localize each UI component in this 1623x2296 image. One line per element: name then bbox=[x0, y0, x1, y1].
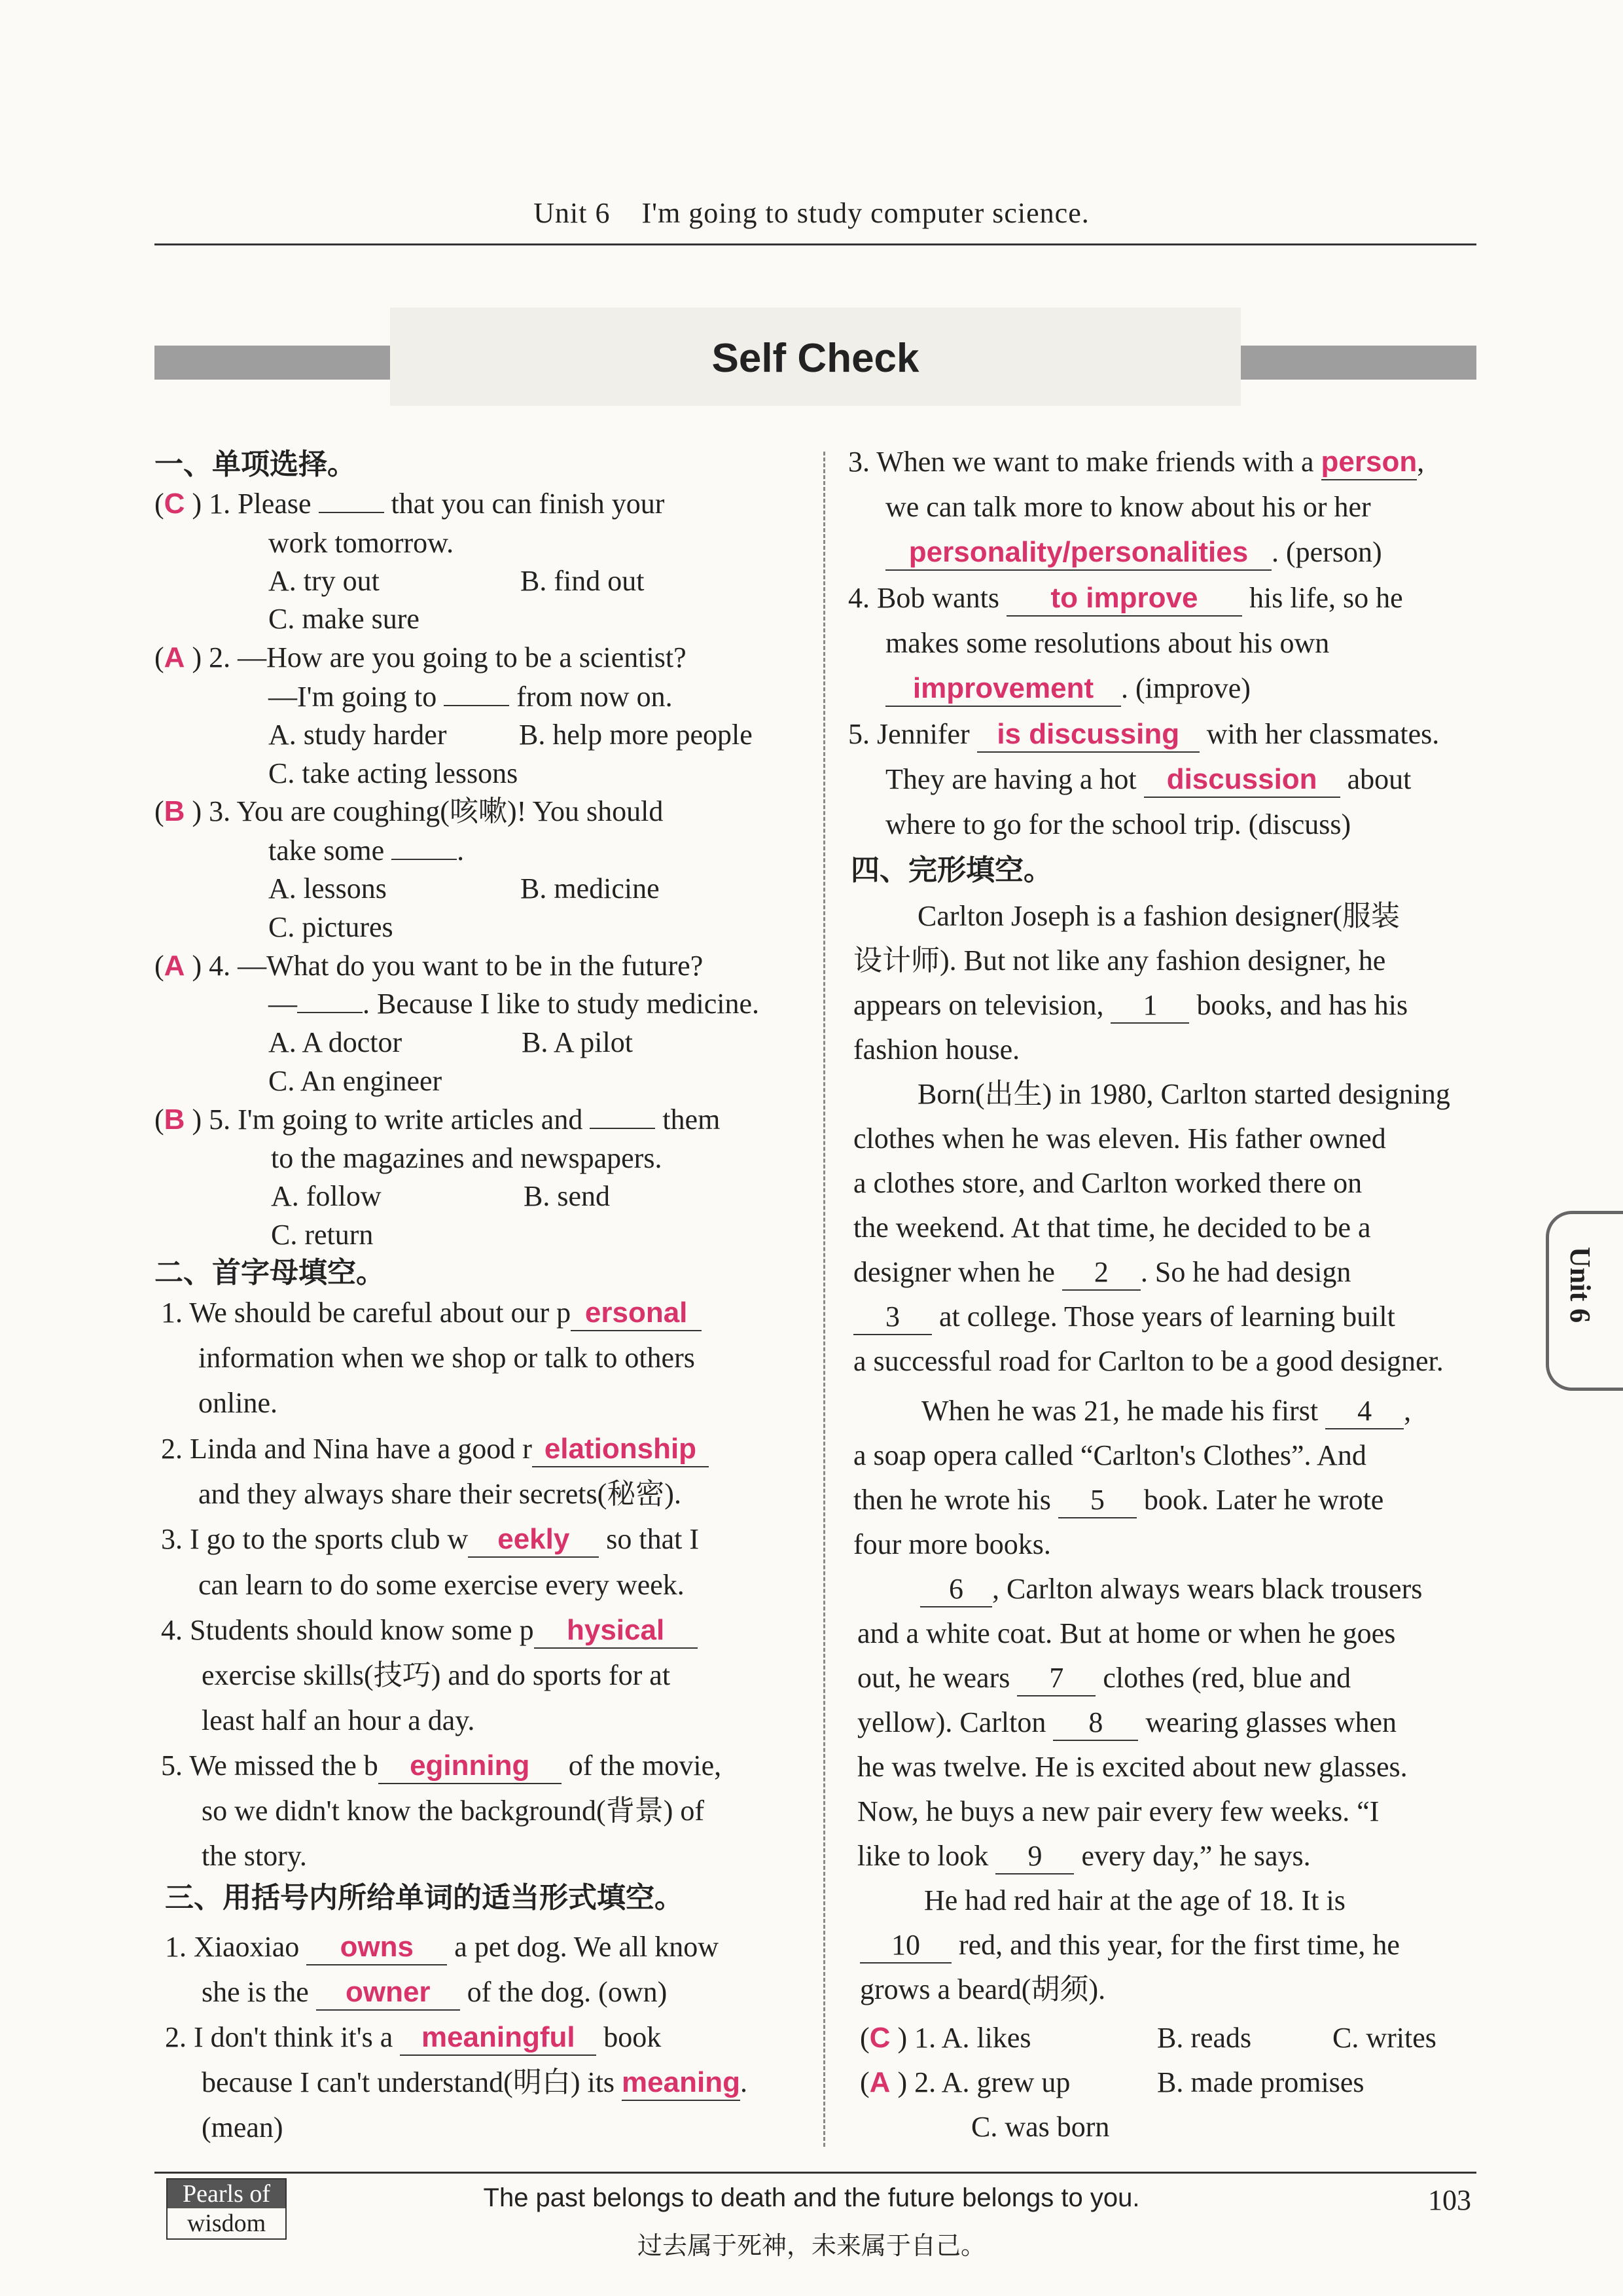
section-1-title: 一、单项选择。 bbox=[154, 448, 356, 481]
answer-w4-2: improvement bbox=[885, 672, 1121, 707]
q1-option-a: A. try out bbox=[268, 565, 380, 597]
cloze-blank-10: 10 bbox=[860, 1928, 952, 1964]
answer-w3-1: person bbox=[1321, 445, 1418, 480]
answer-f2: elationship bbox=[532, 1432, 709, 1467]
answer-q3: B bbox=[164, 795, 185, 827]
blank bbox=[297, 1012, 363, 1013]
blank bbox=[590, 1128, 655, 1129]
blank bbox=[444, 705, 509, 706]
cloze-blank-8: 8 bbox=[1053, 1706, 1138, 1741]
cloze-p3-line-1: When he was 21, he made his first 4 , bbox=[921, 1391, 1411, 1431]
fill-1: 1. We should be careful about our p ersonal bbox=[161, 1293, 702, 1333]
answer-f5: eginning bbox=[378, 1749, 562, 1784]
word-form-3-line-3: personality/personalities . (person) bbox=[885, 533, 1382, 572]
quote-english: The past belongs to death and the future belongs to you. bbox=[483, 2183, 1140, 2212]
cloze-q1-option-c: C. writes bbox=[1332, 2022, 1436, 2054]
answer-w2-1: meaningful bbox=[400, 2020, 596, 2056]
word-form-1-line-2: she is the owner of the dog. (own) bbox=[202, 1973, 667, 2012]
q3-option-a: A. lessons bbox=[268, 872, 387, 905]
cloze-blank-4: 4 bbox=[1325, 1394, 1404, 1429]
section-3-title: 三、用括号内所给单词的适当形式填空。 bbox=[165, 1881, 683, 1914]
banner-title: Self Check bbox=[711, 336, 919, 381]
cloze-p4-line-2: and a white coat. But at home or when he goes bbox=[857, 1617, 1396, 1649]
cloze-blank-1: 1 bbox=[1111, 988, 1189, 1024]
q2-option-c: C. take acting lessons bbox=[268, 757, 518, 789]
cloze-question-2: (A ) 2. A. grew up bbox=[860, 2066, 1071, 2098]
q5-option-a: A. follow bbox=[271, 1180, 382, 1212]
cloze-p4-line-7: like to look 9 every day,” he says. bbox=[857, 1837, 1311, 1876]
cloze-p4-line-4: yellow). Carlton 8 wearing glasses when bbox=[857, 1703, 1397, 1742]
q3-option-c: C. pictures bbox=[268, 911, 393, 943]
cloze-p3-line-2: a soap opera called “Carlton's Clothes”. And bbox=[853, 1439, 1366, 1471]
answer-f1: ersonal bbox=[571, 1296, 702, 1331]
cloze-p2-line-3: a clothes store, and Carlton worked there on bbox=[853, 1167, 1363, 1199]
answer-f3: eekly bbox=[468, 1522, 599, 1558]
cloze-blank-9: 9 bbox=[995, 1839, 1074, 1874]
answer-w5-2: discussion bbox=[1144, 762, 1340, 798]
fill-1-line-3: online. bbox=[198, 1387, 277, 1419]
word-form-3: 3. When we want to make friends with a person, bbox=[848, 442, 1424, 482]
question-2: (A ) 2. —How are you going to be a scientist? bbox=[154, 641, 687, 673]
word-form-4-line-2: makes some resolutions about his own bbox=[885, 627, 1330, 659]
unit-side-tab-label: Unit 6 bbox=[1564, 1247, 1596, 1323]
page-header bbox=[0, 196, 1623, 230]
word-form-2-line-3: (mean) bbox=[202, 2111, 283, 2144]
quote-chinese: 过去属于死神，未来属于自己。 bbox=[637, 2231, 986, 2260]
fill-1-line-2: information when we shop or talk to others bbox=[198, 1342, 695, 1374]
answer-w1-2: owner bbox=[316, 1975, 460, 2011]
cloze-p5-line-2: 10 red, and this year, for the first time, he bbox=[860, 1926, 1400, 1965]
cloze-blank-2: 2 bbox=[1062, 1255, 1141, 1291]
answer-q2: A bbox=[164, 641, 185, 673]
cloze-p3-line-3: then he wrote his 5 book. Later he wrote bbox=[853, 1480, 1383, 1520]
question-3: (B ) 3. You are coughing(咳嗽)! You should bbox=[154, 795, 664, 827]
word-form-2-line-2: because I can't understand(明白) its meaning. bbox=[202, 2063, 747, 2102]
pearls-label-bottom: wisdom bbox=[187, 2210, 266, 2237]
cloze-p4-line-3: out, he wears 7 clothes (red, blue and bbox=[857, 1659, 1351, 1698]
q5-option-c: C. return bbox=[271, 1219, 374, 1251]
cloze-p3-line-4: four more books. bbox=[853, 1528, 1051, 1560]
answer-q4: A bbox=[164, 950, 185, 982]
cloze-p2-line-6: 3 at college. Those years of learning built bbox=[853, 1297, 1395, 1336]
cloze-q1-option-b: B. reads bbox=[1157, 2022, 1252, 2054]
cloze-q2-option-c: C. was born bbox=[971, 2111, 1110, 2143]
question-5: (B ) 5. I'm going to write articles and them bbox=[154, 1103, 721, 1136]
footer-rule bbox=[154, 2172, 1476, 2174]
section-4-title: 四、完形填空。 bbox=[851, 853, 1052, 887]
fill-4-line-3: least half an hour a day. bbox=[202, 1704, 475, 1736]
cloze-p1-line-1: Carlton Joseph is a fashion designer(服装 bbox=[918, 900, 1400, 932]
cloze-p4-line-6: Now, he buys a new pair every few weeks. “I bbox=[857, 1795, 1380, 1827]
self-check-banner bbox=[154, 308, 1476, 386]
cloze-p1-line-4: fashion house. bbox=[853, 1033, 1020, 1066]
cloze-p2-line-1: Born(出生) in 1980, Carlton started designing bbox=[918, 1078, 1450, 1110]
word-form-5: 5. Jennifer is discussing with her classmates. bbox=[848, 715, 1439, 754]
cloze-p2-line-5: designer when he 2 . So he had design bbox=[853, 1253, 1351, 1292]
answer-w2-2: meaning bbox=[622, 2066, 740, 2101]
cloze-p5-line-1: He had red hair at the age of 18. It is bbox=[924, 1884, 1346, 1916]
answer-f4: hysical bbox=[534, 1613, 698, 1649]
word-form-2: 2. I don't think it's a meaningful book bbox=[165, 2018, 661, 2057]
cloze-blank-3: 3 bbox=[853, 1300, 932, 1335]
fill-3-line-2: can learn to do some exercise every week. bbox=[198, 1569, 685, 1601]
answer-c1: C bbox=[869, 2022, 891, 2054]
question-4-line-2: — . Because I like to study medicine. bbox=[268, 988, 760, 1020]
q2-option-a: A. study harder bbox=[268, 719, 447, 751]
word-form-4-line-3: improvement . (improve) bbox=[885, 669, 1251, 708]
unit-side-tab bbox=[1546, 1211, 1623, 1391]
fill-5-line-3: the story. bbox=[202, 1840, 307, 1872]
q2-option-b: B. help more people bbox=[519, 719, 753, 751]
fill-3: 3. I go to the sports club w eekly so that I bbox=[161, 1520, 699, 1559]
fill-2-line-2: and they always share their secrets(秘密). bbox=[198, 1478, 681, 1510]
cloze-blank-6: 6 bbox=[920, 1572, 992, 1607]
answer-w4-1: to improve bbox=[1007, 581, 1242, 617]
word-form-5-line-2: They are having a hot discussion about bbox=[885, 760, 1411, 799]
cloze-p5-line-3: grows a beard(胡须). bbox=[860, 1973, 1106, 2005]
section-2-title: 二、首字母填空。 bbox=[154, 1256, 385, 1289]
header-unit: Unit 6 bbox=[533, 197, 611, 229]
cloze-p2-line-7: a successful road for Carlton to be a good designer. bbox=[853, 1345, 1444, 1377]
blank bbox=[391, 859, 457, 860]
cloze-p4-line-1: 6 , Carlton always wears black trousers bbox=[920, 1570, 1422, 1609]
cloze-blank-7: 7 bbox=[1017, 1661, 1096, 1696]
header-rule bbox=[154, 243, 1476, 245]
answer-w1-1: owns bbox=[306, 1930, 447, 1965]
question-5-line-2: to the magazines and newspapers. bbox=[271, 1142, 662, 1174]
word-form-5-line-3: where to go for the school trip. (discuss) bbox=[885, 808, 1351, 840]
fill-2: 2. Linda and Nina have a good r elationship bbox=[161, 1429, 709, 1469]
answer-c2: A bbox=[869, 2066, 891, 2098]
q4-option-c: C. An engineer bbox=[268, 1065, 442, 1097]
cloze-p4-line-5: he was twelve. He is excited about new glasses. bbox=[857, 1751, 1408, 1783]
word-form-1: 1. Xiaoxiao owns a pet dog. We all know bbox=[165, 1928, 719, 1967]
q1-option-b: B. find out bbox=[520, 565, 645, 597]
word-form-4: 4. Bob wants to improve his life, so he bbox=[848, 579, 1403, 618]
fill-4-line-2: exercise skills(技巧) and do sports for at bbox=[202, 1659, 671, 1691]
pearls-label-top: Pearls of bbox=[168, 2179, 285, 2208]
q3-option-b: B. medicine bbox=[520, 872, 660, 905]
page-number: 103 bbox=[1428, 2184, 1471, 2216]
q4-option-b: B. A pilot bbox=[522, 1026, 633, 1058]
cloze-p2-line-2: clothes when he was eleven. His father owned bbox=[853, 1122, 1386, 1155]
question-2-line-2: —I'm going to from now on. bbox=[268, 681, 673, 713]
fill-4: 4. Students should know some p hysical bbox=[161, 1611, 698, 1650]
column-divider bbox=[823, 452, 825, 2147]
q5-option-b: B. send bbox=[524, 1180, 610, 1212]
fill-5: 5. We missed the b eginning of the movie, bbox=[161, 1746, 721, 1785]
cloze-blank-5: 5 bbox=[1058, 1483, 1137, 1518]
cloze-p1-line-3: appears on television, 1 books, and has his bbox=[853, 986, 1408, 1025]
answer-q5: B bbox=[164, 1103, 185, 1136]
q4-option-a: A. A doctor bbox=[268, 1026, 402, 1058]
answer-q1: C bbox=[164, 488, 185, 520]
question-3-line-2: take some . bbox=[268, 834, 465, 867]
question-4: (A ) 4. —What do you want to be in the future? bbox=[154, 950, 704, 982]
question-1-line-2: work tomorrow. bbox=[268, 527, 454, 559]
cloze-p2-line-4: the weekend. At that time, he decided to be a bbox=[853, 1211, 1371, 1244]
question-1: (C ) 1. Please that you can finish your bbox=[154, 488, 665, 520]
header-title: I'm going to study computer science. bbox=[641, 197, 1090, 229]
cloze-p1-line-2: 设计师). But not like any fashion designer, he bbox=[853, 944, 1386, 977]
fill-5-line-2: so we didn't know the background(背景) of bbox=[202, 1795, 705, 1827]
blank bbox=[319, 512, 384, 513]
answer-w3-2: personality/personalities bbox=[885, 535, 1272, 571]
cloze-question-1: (C ) 1. A. likes bbox=[860, 2022, 1031, 2054]
word-form-3-line-2: we can talk more to know about his or her bbox=[885, 491, 1371, 523]
answer-w5-1: is discussing bbox=[977, 717, 1200, 753]
q1-option-c: C. make sure bbox=[268, 603, 419, 635]
cloze-q2-option-b: B. made promises bbox=[1157, 2066, 1364, 2098]
